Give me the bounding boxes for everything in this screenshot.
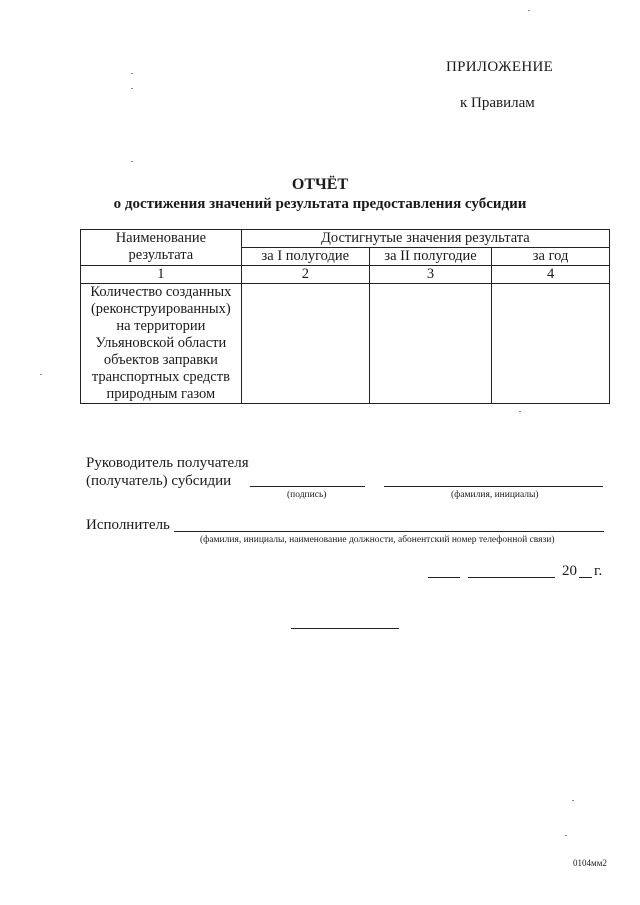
results-table — [80, 229, 610, 404]
head-name-line[interactable] — [384, 486, 603, 487]
scan-speck — [565, 835, 567, 836]
head-label-line2: (получатель) субсидии — [86, 473, 232, 489]
first-half-header: за I полугодие — [241, 248, 369, 266]
first-half-value-cell[interactable] — [241, 284, 369, 404]
year-prefix: 20 — [562, 563, 577, 579]
signature-caption: (подпись) — [287, 490, 327, 500]
column-number-3: 3 — [369, 266, 491, 284]
scan-speck — [131, 73, 133, 74]
document-code: 0104мм2 — [573, 858, 607, 868]
result-name-header — [81, 230, 242, 266]
scan-speck — [572, 800, 574, 801]
column-number-4: 4 — [492, 266, 610, 284]
result-name-cell — [81, 284, 242, 404]
year-header: за год — [492, 248, 610, 266]
scan-speck — [40, 374, 42, 375]
result-name-header-line2: результата — [128, 247, 194, 263]
rules-reference: к Правилам — [460, 95, 535, 111]
result-name-line: транспортных средств — [91, 369, 230, 385]
result-name-line: (реконструированных) — [90, 301, 231, 317]
year-value-cell[interactable] — [492, 284, 610, 404]
day-line[interactable] — [428, 577, 460, 578]
scan-speck — [131, 161, 133, 162]
result-name-line: природным газом — [106, 386, 216, 402]
executor-line[interactable] — [174, 531, 604, 532]
head-label-line1: Руководитель получателя — [86, 455, 249, 471]
result-name-line: объектов заправки — [103, 352, 218, 368]
scan-speck — [528, 10, 530, 11]
column-number-2: 2 — [241, 266, 369, 284]
executor-label: Исполнитель — [86, 517, 170, 533]
result-name-line: на территории — [116, 318, 206, 334]
result-name-line: Количество созданных — [90, 284, 232, 300]
month-line[interactable] — [468, 577, 555, 578]
second-half-value-cell[interactable] — [369, 284, 491, 404]
scan-speck — [131, 88, 133, 89]
name-caption: (фамилия, инициалы) — [451, 490, 539, 500]
signature-line[interactable] — [250, 486, 365, 487]
result-name-header-line1: Наименование — [115, 230, 207, 246]
report-title: ОТЧЁТ — [291, 176, 349, 193]
appendix-heading: ПРИЛОЖЕНИЕ — [446, 59, 554, 75]
scan-speck — [519, 411, 521, 412]
year-suffix: г. — [594, 563, 603, 579]
year-line[interactable] — [579, 577, 592, 578]
achieved-values-header: Достигнутые значения результата — [241, 230, 609, 248]
second-half-header: за II полугодие — [369, 248, 491, 266]
closing-separator — [291, 628, 399, 629]
executor-caption: (фамилия, инициалы, наименование должности, абонентский номер телефонной связи) — [200, 535, 555, 545]
report-subtitle: о достижения значений результата предоставления субсидии — [113, 196, 527, 212]
result-name-line: Ульяновской области — [95, 335, 227, 351]
column-number-1: 1 — [81, 266, 242, 284]
